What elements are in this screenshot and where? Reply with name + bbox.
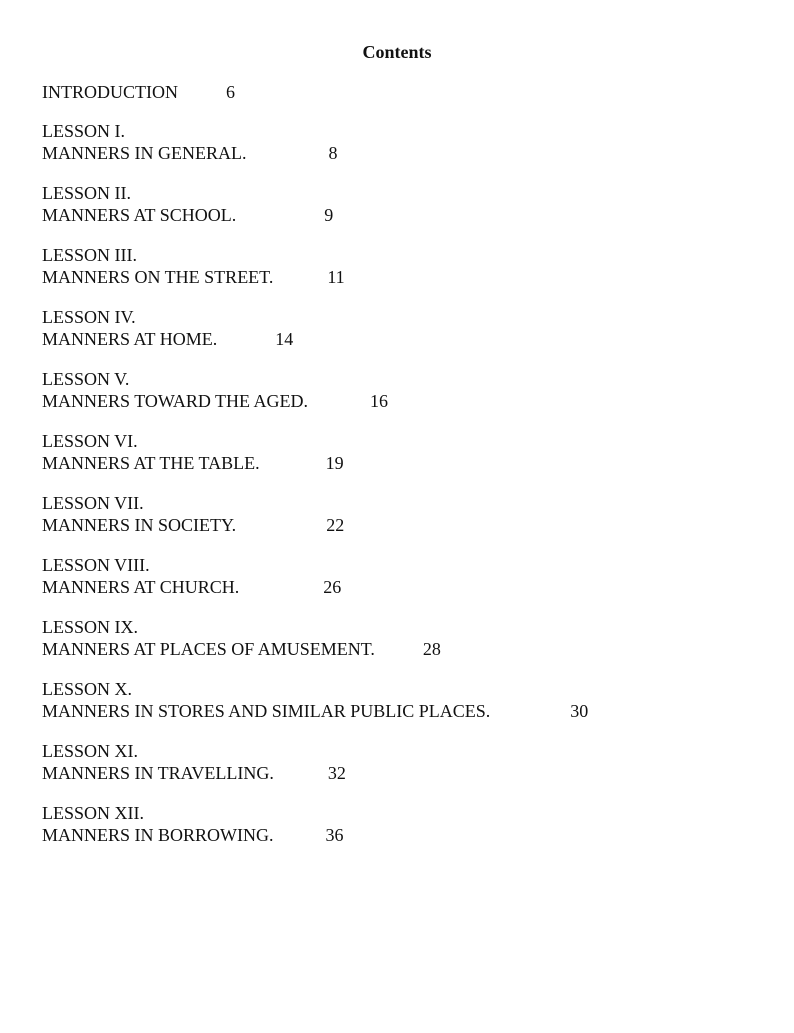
toc-page-number: 8 (328, 143, 338, 163)
toc-entry[interactable] (42, 120, 742, 164)
toc-lesson-label: LESSON VI. (42, 431, 138, 451)
toc-lesson-label: LESSON IX. (42, 617, 139, 637)
page-title: Contents (362, 42, 432, 62)
table-of-contents (42, 80, 742, 864)
toc-entry-title: MANNERS IN TRAVELLING. (42, 763, 274, 783)
toc-entry-title: MANNERS ON THE STREET. (42, 267, 274, 287)
toc-lesson-label: LESSON V. (42, 369, 130, 389)
toc-page-number: 9 (324, 205, 334, 225)
toc-lesson-label: LESSON VIII. (42, 555, 150, 575)
toc-page-number: 11 (327, 267, 345, 287)
toc-page-number: 22 (326, 515, 345, 535)
toc-entry-title: MANNERS IN STORES AND SIMILAR PUBLIC PLACES. (42, 701, 491, 721)
toc-page-number: 14 (275, 329, 294, 349)
toc-entry-title: MANNERS AT SCHOOL. (42, 205, 237, 225)
toc-entry-title: MANNERS IN GENERAL. (42, 143, 247, 163)
toc-entry-title: MANNERS IN BORROWING. (42, 825, 274, 845)
toc-entry[interactable] (42, 678, 742, 722)
toc-page-number: 32 (327, 763, 346, 783)
toc-entry-title: MANNERS TOWARD THE AGED. (42, 391, 309, 411)
toc-lesson-label: LESSON VII. (42, 493, 144, 513)
toc-page-number: 6 (225, 82, 235, 102)
toc-page-number: 30 (570, 701, 589, 721)
toc-entry[interactable] (42, 306, 742, 350)
toc-lesson-label: LESSON XII. (42, 803, 144, 823)
toc-entry[interactable] (42, 554, 742, 598)
toc-lesson-label: LESSON I. (42, 121, 126, 141)
toc-entry[interactable] (42, 368, 742, 412)
toc-entry-title: MANNERS AT THE TABLE. (42, 453, 260, 473)
toc-entry[interactable] (42, 182, 742, 226)
toc-entry-title: MANNERS AT CHURCH. (42, 577, 240, 597)
toc-page-number: 28 (422, 639, 441, 659)
toc-entry[interactable] (42, 430, 742, 474)
toc-entry[interactable] (42, 244, 742, 288)
toc-entry[interactable] (42, 802, 742, 846)
toc-lesson-label: LESSON IV. (42, 307, 136, 327)
toc-page-number: 26 (323, 577, 342, 597)
toc-entry-title: MANNERS IN SOCIETY. (42, 515, 237, 535)
toc-lesson-label: LESSON II. (42, 183, 131, 203)
toc-entry[interactable] (42, 492, 742, 536)
toc-entry-title: INTRODUCTION (42, 82, 178, 102)
toc-entry-introduction[interactable] (42, 80, 742, 104)
toc-entry[interactable] (42, 616, 742, 660)
toc-entry-title: MANNERS AT PLACES OF AMUSEMENT. (42, 639, 375, 659)
toc-entry-title: MANNERS AT HOME. (42, 329, 218, 349)
toc-entry[interactable] (42, 740, 742, 784)
toc-page-number: 36 (325, 825, 344, 845)
toc-lesson-label: LESSON X. (42, 679, 133, 699)
toc-lesson-label: LESSON XI. (42, 741, 139, 761)
toc-page-number: 19 (325, 453, 344, 473)
toc-lesson-label: LESSON III. (42, 245, 137, 265)
toc-page-number: 16 (370, 391, 389, 411)
